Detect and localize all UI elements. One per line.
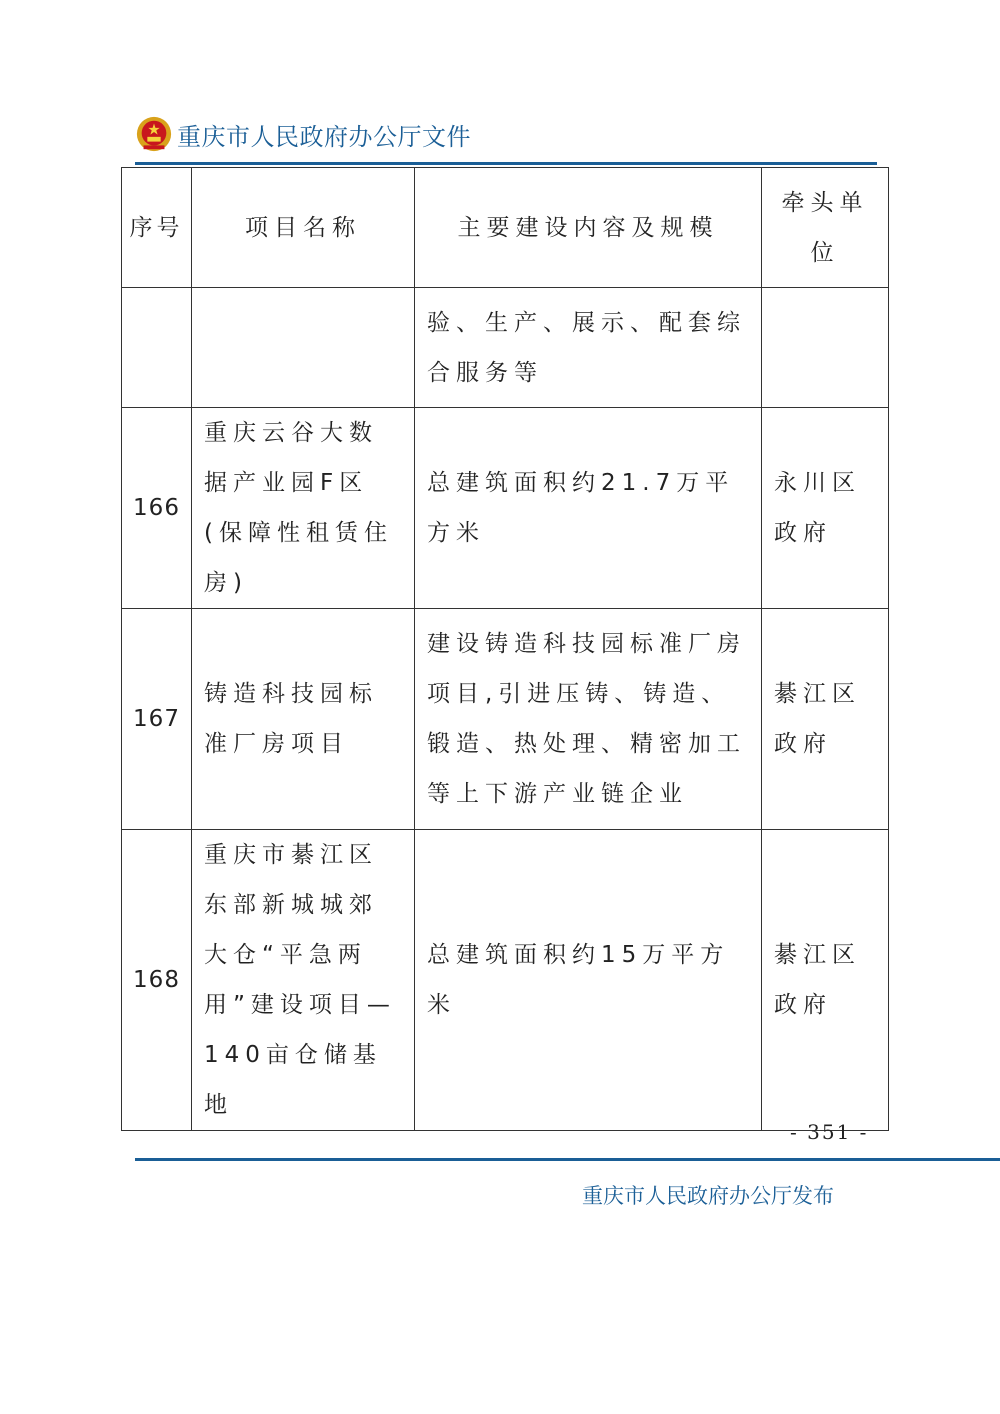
page-number: - 351 -	[790, 1120, 869, 1144]
table-header-row	[122, 168, 889, 288]
row-unit: 綦江区政府	[762, 609, 889, 830]
row-no: 168	[122, 830, 192, 1131]
table-row	[122, 830, 889, 1131]
header-cell-content: 主要建设内容及规模	[415, 168, 762, 288]
row-no: 167	[122, 609, 192, 830]
table-row	[122, 408, 889, 609]
project-table	[121, 167, 889, 1131]
row-name: 重庆云谷大数据产业园F区(保障性租赁住房)	[192, 408, 415, 609]
footer-divider	[135, 1158, 1000, 1161]
header-title: 重庆市人民政府办公厅文件	[177, 122, 471, 151]
document-header	[135, 112, 471, 156]
header-cell-no: 序号	[122, 168, 192, 288]
header-cell-unit: 牵头单位	[762, 168, 889, 288]
table-row	[122, 609, 889, 830]
row-content: 总建筑面积约15万平方米	[415, 830, 762, 1131]
header-divider	[135, 162, 877, 165]
row-unit: 永川区政府	[762, 408, 889, 609]
row-name: 铸造科技园标准厂房项目	[192, 609, 415, 830]
row-content: 验、生产、展示、配套综合服务等	[415, 288, 762, 408]
row-no	[122, 288, 192, 408]
row-content: 总建筑面积约21.7万平方米	[415, 408, 762, 609]
footer-publisher: 重庆市人民政府办公厅发布	[582, 1184, 834, 1208]
row-no: 166	[122, 408, 192, 609]
row-unit	[762, 288, 889, 408]
table-row	[122, 288, 889, 408]
row-unit: 綦江区政府	[762, 830, 889, 1131]
row-content: 建设铸造科技园标准厂房项目,引进压铸、铸造、锻造、热处理、精密加工等上下游产业链企业	[415, 609, 762, 830]
row-name	[192, 288, 415, 408]
national-emblem-icon	[135, 115, 173, 153]
header-cell-name: 项目名称	[192, 168, 415, 288]
row-name: 重庆市綦江区东部新城城郊大仓“平急两用”建设项目—140亩仓储基地	[192, 830, 415, 1131]
